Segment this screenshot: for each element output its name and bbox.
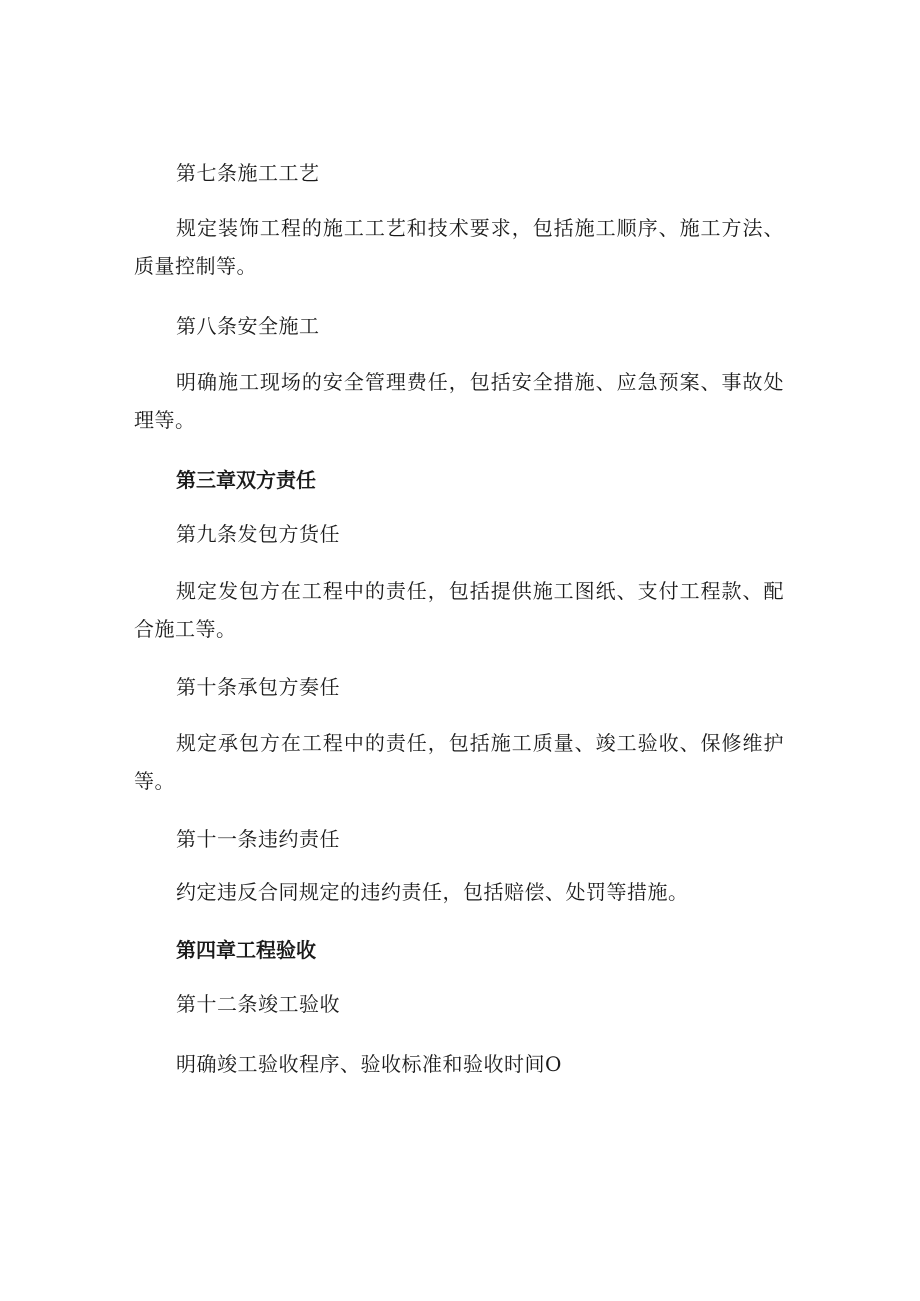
article-12-title: 第十二条竣工验收 — [176, 992, 340, 1016]
article-11-body: 约定违反合同规定的违约责任，包括赔偿、处罚等措施。 — [176, 880, 689, 904]
article-7-body: 规定装饰工程的施工工艺和技术要求，包括施工顺序、施工方法、质量控制等。 — [134, 216, 784, 278]
article-11-title: 第十一条违约责任 — [176, 827, 340, 851]
article-9-body: 规定发包方在工程中的责任，包括提供施工图纸、支付工程款、配合施工等。 — [134, 579, 784, 641]
chapter-4-title: 第四章工程验收 — [176, 938, 316, 962]
article-10-title: 第十条承包方奏任 — [176, 675, 340, 699]
article-8-body: 明确施工现场的安全管理费任，包括安全措施、应急预案、事故处理等。 — [134, 370, 784, 432]
article-12-body: 明确竣工验收程序、验收标准和验收时间O — [176, 1052, 562, 1076]
article-7-title: 第七条施工工艺 — [176, 161, 320, 185]
article-9-title: 第九条发包方货任 — [176, 522, 340, 546]
article-10-body: 规定承包方在工程中的责任，包括施工质量、竣工验收、保修维护等。 — [134, 731, 784, 793]
article-8-title: 第八条安全施工 — [176, 314, 320, 338]
chapter-3-title: 第三章双方责任 — [176, 468, 316, 492]
